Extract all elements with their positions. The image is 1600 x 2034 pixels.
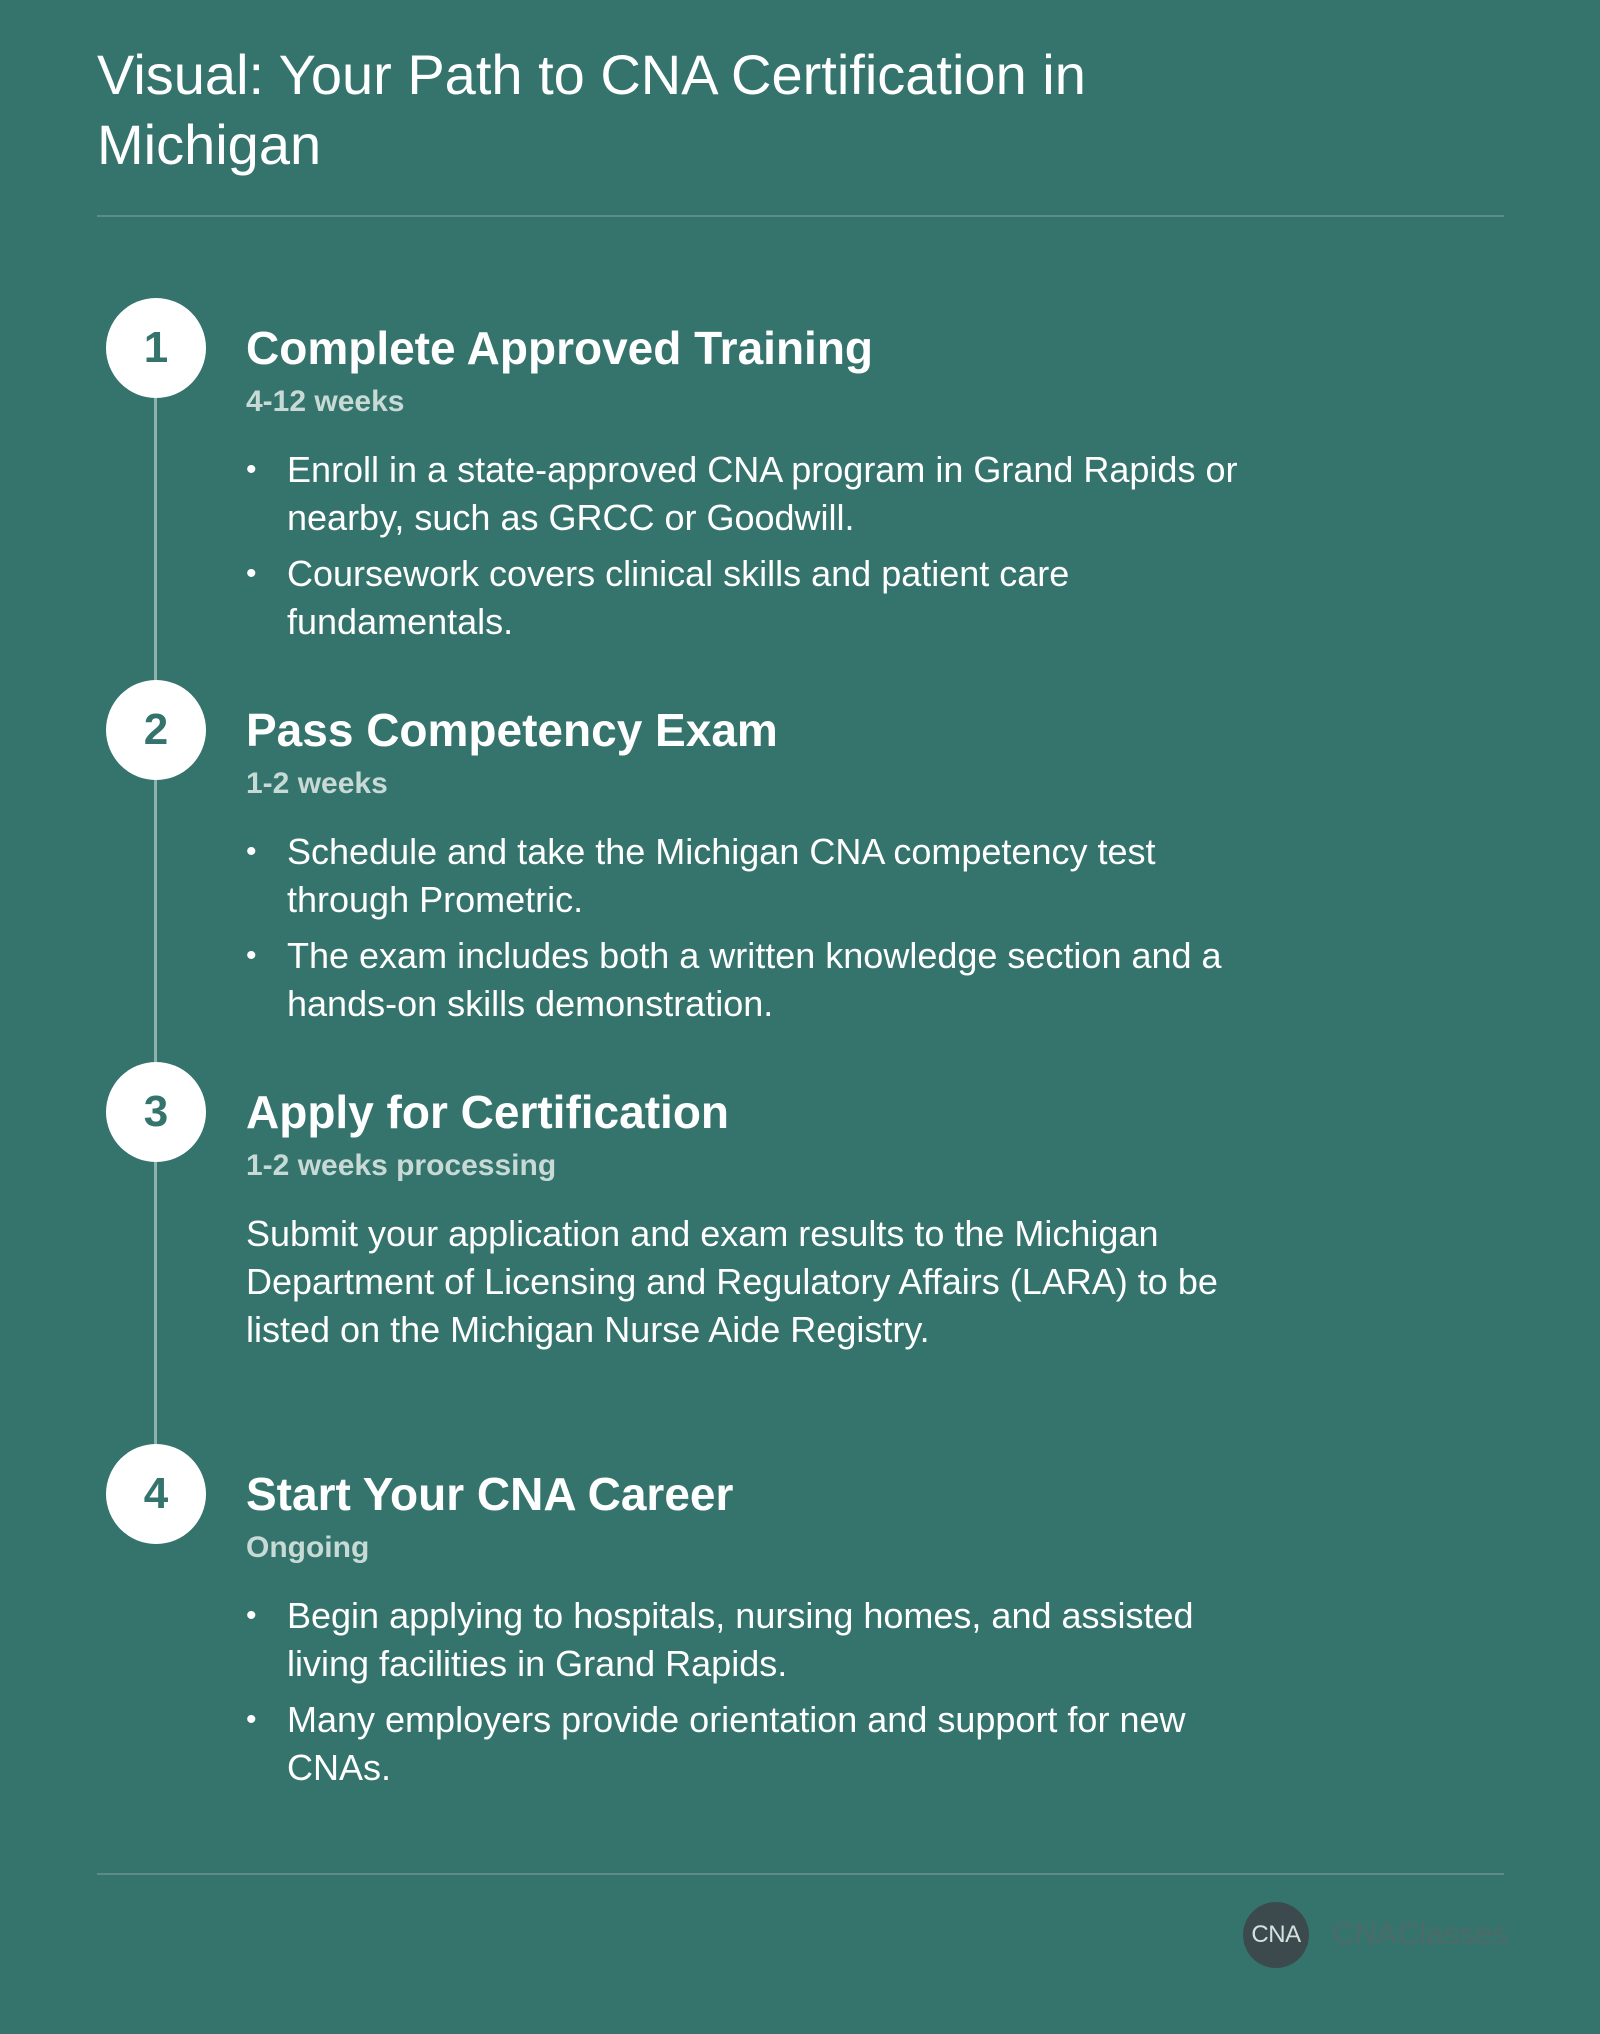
step-3-body: Submit your application and exam results to the Michigan Department of Licensing and Regulatory Affairs (LARA) to be listed on the Michigan Nurse Aide Registry.: [246, 1213, 1218, 1350]
step-4-duration: Ongoing: [246, 1531, 370, 1564]
step-4-bullets: [246, 1592, 1266, 1792]
step-1-duration: 4-12 weeks: [246, 385, 405, 418]
brand-name: CNAClasses: [1332, 1916, 1508, 1951]
step-3-title: Apply for Certification: [246, 1086, 730, 1138]
step-2: [246, 702, 1266, 1036]
step-1-badge: 1: [106, 298, 206, 398]
step-4-badge: 4: [106, 1444, 206, 1544]
step-1-title: Complete Approved Training: [246, 322, 874, 374]
step-2-title: Pass Competency Exam: [246, 704, 778, 756]
brand-logo: CNA: [1243, 1902, 1309, 1968]
step-4-bullet-1: • Begin applying to hospitals, nursing homes, and assisted living facilities in Grand Rapids.: [246, 1592, 1266, 1688]
step-2-badge: 2: [106, 680, 206, 780]
step-1-bullet-1: • Enroll in a state-approved CNA program in Grand Rapids or nearby, such as GRCC or Goodwill.: [246, 446, 1266, 542]
step-2-bullet-2: • The exam includes both a written knowledge section and a hands-on skills demonstration.: [246, 932, 1266, 1028]
footer-divider: [97, 1873, 1504, 1875]
timeline-line: [154, 347, 157, 1507]
step-1-bullets: [246, 446, 1266, 646]
step-1-bullet-2: • Coursework covers clinical skills and patient care fundamentals.: [246, 550, 1266, 646]
step-1: [246, 320, 1266, 654]
step-2-bullets: [246, 828, 1266, 1028]
header-divider: [97, 215, 1504, 217]
page-title: Visual: Your Path to CNA Certification in Michigan: [97, 43, 1086, 176]
step-2-duration: 1-2 weeks: [246, 767, 388, 800]
step-3: [246, 1084, 1266, 1354]
step-2-bullet-1: • Schedule and take the Michigan CNA competency test through Prometric.: [246, 828, 1266, 924]
step-4-title: Start Your CNA Career: [246, 1468, 734, 1520]
step-4-bullet-2: • Many employers provide orientation and support for new CNAs.: [246, 1696, 1266, 1792]
step-4: [246, 1466, 1266, 1800]
step-3-badge: 3: [106, 1062, 206, 1162]
step-3-duration: 1-2 weeks processing: [246, 1149, 557, 1182]
